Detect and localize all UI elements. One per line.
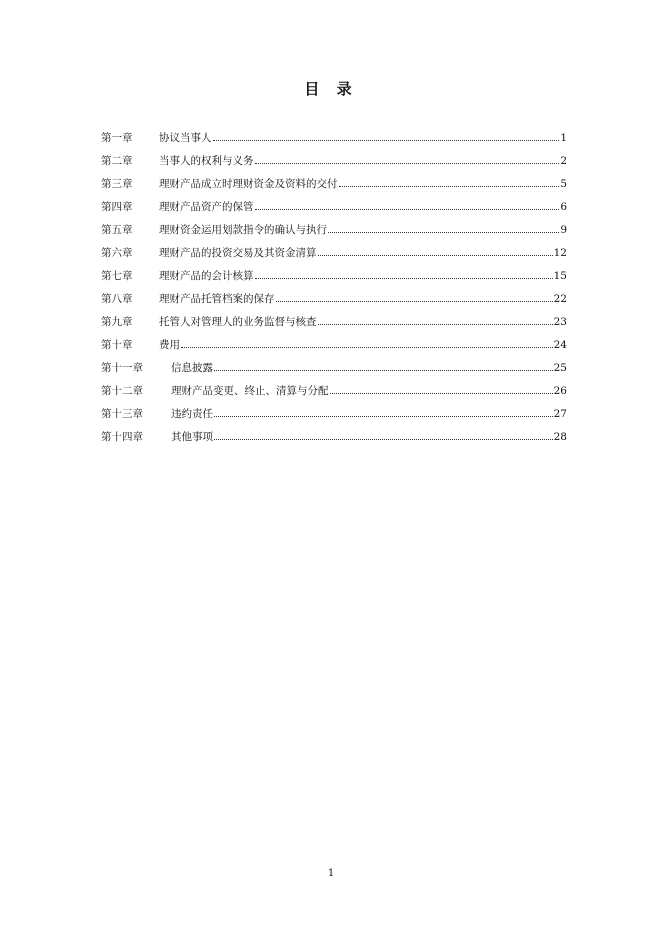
toc-title: 理财产品资产的保管 (159, 201, 254, 213)
toc-entry[interactable] (101, 288, 567, 311)
toc-title: 费用 (159, 339, 180, 351)
toc-title: 协议当事人 (159, 132, 212, 144)
toc-entry[interactable] (101, 242, 567, 265)
toc-entry[interactable] (101, 196, 567, 219)
toc-title: 理财产品托管档案的保存 (159, 293, 275, 305)
toc-entry[interactable] (101, 311, 567, 334)
toc-page-number: 15 (553, 270, 567, 282)
toc-chapter-label: 第十三章 (101, 408, 143, 420)
toc-title: 违约责任 (171, 408, 213, 420)
toc-dot-leader (181, 347, 553, 348)
toc-dot-leader (276, 301, 553, 302)
toc-chapter-label: 第八章 (101, 293, 133, 305)
toc-page-number: 27 (553, 408, 567, 420)
toc-chapter-label: 第三章 (101, 178, 133, 190)
toc-dot-leader (255, 278, 553, 279)
toc-title: 理财产品变更、终止、清算与分配 (171, 385, 329, 397)
toc-title: 理财产品成立时理财资金及资料的交付 (159, 178, 338, 190)
toc-page-number: 24 (553, 339, 567, 351)
toc-entry[interactable] (101, 334, 567, 357)
toc-page-number: 23 (553, 316, 567, 328)
toc-dot-leader (318, 255, 553, 256)
toc-dot-leader (330, 393, 553, 394)
toc-entry[interactable] (101, 127, 567, 150)
toc-entry[interactable] (101, 150, 567, 173)
toc-dot-leader (339, 186, 560, 187)
toc-entry[interactable] (101, 357, 567, 380)
toc-entry[interactable] (101, 173, 567, 196)
toc-chapter-label: 第五章 (101, 224, 133, 236)
toc-entry[interactable] (101, 426, 567, 449)
toc-chapter-label: 第九章 (101, 316, 133, 328)
toc-page-number: 1 (560, 132, 567, 144)
toc-title: 理财产品的投资交易及其资金清算 (159, 247, 317, 259)
toc-dot-leader (255, 209, 560, 210)
toc-title: 托管人对管理人的业务监督与核查 (159, 316, 317, 328)
toc-page-number: 5 (560, 178, 567, 190)
toc-title: 其他事项 (171, 431, 213, 443)
toc-dot-leader (318, 324, 553, 325)
toc-dot-leader (213, 140, 560, 141)
toc-dot-leader (255, 163, 560, 164)
toc-chapter-label: 第十四章 (101, 431, 143, 443)
toc-page-number: 26 (553, 385, 567, 397)
toc-page-number: 12 (553, 247, 567, 259)
toc-dot-leader (214, 416, 553, 417)
toc-page-number: 25 (553, 362, 567, 374)
toc-dot-leader (214, 370, 553, 371)
page-footer-number: 1 (327, 868, 335, 879)
toc-page-number: 28 (553, 431, 567, 443)
toc-chapter-label: 第四章 (101, 201, 133, 213)
toc-dot-leader (328, 232, 559, 233)
toc-entry[interactable] (101, 265, 567, 288)
toc-chapter-label: 第一章 (101, 132, 133, 144)
toc-title: 理财产品的会计核算 (159, 270, 254, 282)
table-of-contents (101, 127, 567, 449)
toc-dot-leader (214, 439, 553, 440)
toc-page-number: 22 (553, 293, 567, 305)
toc-chapter-label: 第十二章 (101, 385, 143, 397)
toc-entry[interactable] (101, 403, 567, 426)
toc-chapter-label: 第十一章 (101, 362, 143, 374)
toc-page-number: 2 (560, 155, 567, 167)
toc-chapter-label: 第六章 (101, 247, 133, 259)
toc-title: 当事人的权利与义务 (159, 155, 254, 167)
toc-title: 理财资金运用划款指令的确认与执行 (159, 224, 327, 236)
toc-page-number: 6 (560, 201, 567, 213)
toc-page-number: 9 (560, 224, 567, 236)
toc-entry[interactable] (101, 380, 567, 403)
toc-entry[interactable] (101, 219, 567, 242)
page-title: 目 录 (304, 80, 358, 98)
toc-chapter-label: 第十章 (101, 339, 133, 351)
toc-title: 信息披露 (171, 362, 213, 374)
toc-chapter-label: 第七章 (101, 270, 133, 282)
toc-chapter-label: 第二章 (101, 155, 133, 167)
